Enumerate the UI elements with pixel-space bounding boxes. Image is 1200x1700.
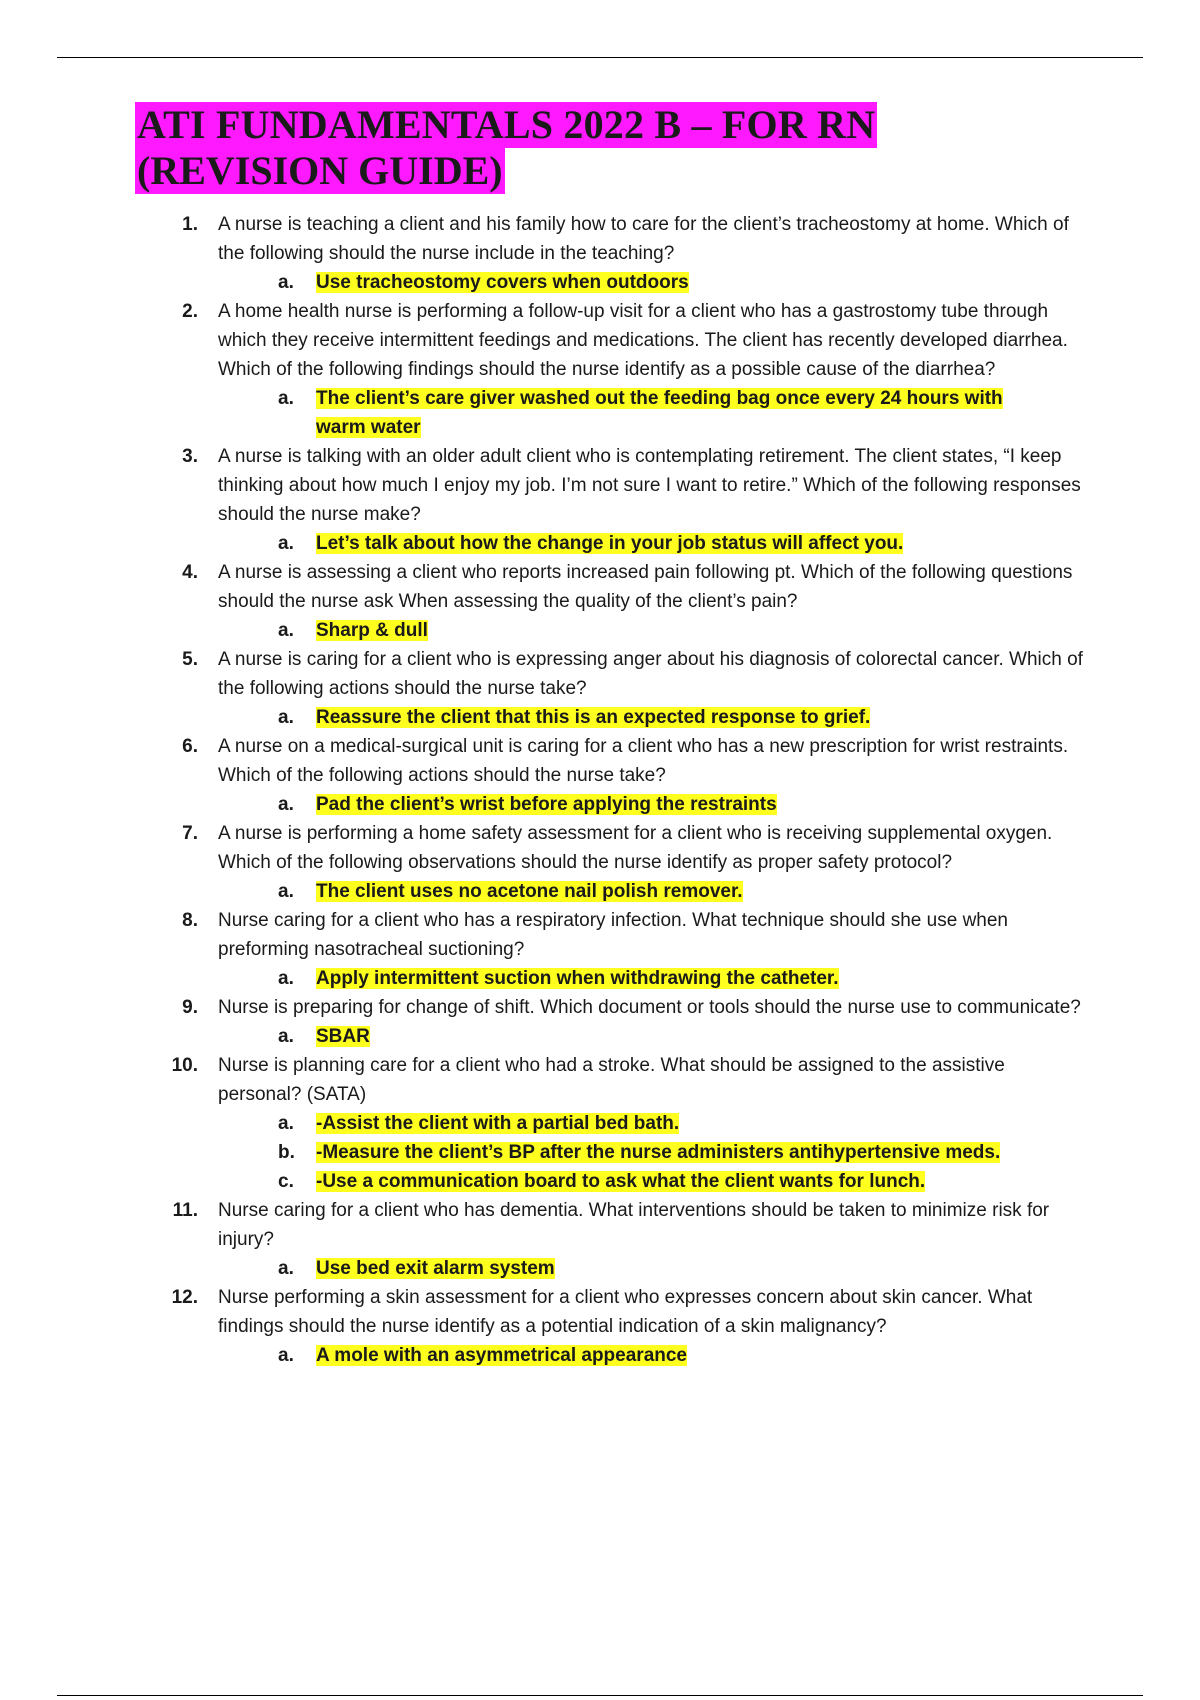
answer-text: -Assist the client with a partial bed bath. bbox=[316, 1113, 680, 1134]
answer-item bbox=[0, 1341, 1200, 1370]
question-text: A nurse is teaching a client and his family how to care for the client’s tracheostomy at home. Which of the following should the nurse include in the teaching? bbox=[218, 214, 1069, 264]
answer-text: Sharp & dull bbox=[316, 620, 428, 641]
bottom-rule bbox=[57, 1695, 1143, 1696]
answer-text: A mole with an asymmetrical appearance bbox=[316, 1345, 688, 1366]
answer-list bbox=[0, 964, 1200, 993]
answer-text: The client’s care giver washed out the feeding bag once every 24 hours with warm water bbox=[316, 388, 1003, 438]
answer-item bbox=[0, 790, 1200, 819]
answer-text: The client uses no acetone nail polish remover. bbox=[316, 881, 743, 902]
question-text: A nurse is performing a home safety assessment for a client who is receiving supplemental oxygen. Which of the following observations should the nurse identify as proper safety protocol? bbox=[218, 823, 1053, 873]
question-item bbox=[0, 1051, 1200, 1196]
answer-list bbox=[0, 1022, 1200, 1051]
answer-text: -Measure the client’s BP after the nurse administers antihypertensive meds. bbox=[316, 1142, 1001, 1163]
answer-letter: a. bbox=[278, 1026, 294, 1047]
question-item bbox=[0, 1196, 1200, 1283]
question-text: A nurse is assessing a client who reports increased pain following pt. Which of the following questions should the nurse ask When assessing the quality of the client’s pain? bbox=[218, 562, 1073, 612]
answer-list bbox=[0, 1254, 1200, 1283]
answer-item bbox=[0, 703, 1200, 732]
answer-list bbox=[0, 1109, 1200, 1196]
answer-letter: a. bbox=[278, 1113, 294, 1134]
answer-letter: a. bbox=[278, 1345, 294, 1366]
answer-item bbox=[0, 529, 1200, 558]
answer-text: Reassure the client that this is an expected response to grief. bbox=[316, 707, 871, 728]
answer-list bbox=[0, 790, 1200, 819]
question-number: 9. bbox=[182, 997, 198, 1018]
question-text: A nurse is talking with an older adult client who is contemplating retirement. The client states, “I keep thinking about how much I enjoy my job. I’m not sure I want to retire.” Which of the following responses should the nurse make? bbox=[218, 446, 1081, 525]
answer-text: Let’s talk about how the change in your job status will affect you. bbox=[316, 533, 904, 554]
answer-letter: b. bbox=[278, 1142, 295, 1163]
answer-item bbox=[0, 1254, 1200, 1283]
answer-list bbox=[0, 877, 1200, 906]
answer-letter: a. bbox=[278, 620, 294, 641]
answer-text: SBAR bbox=[316, 1026, 370, 1047]
question-number: 7. bbox=[182, 823, 198, 844]
question-item bbox=[0, 993, 1200, 1051]
question-item bbox=[0, 210, 1200, 297]
question-item bbox=[0, 819, 1200, 906]
answer-list bbox=[0, 616, 1200, 645]
answer-item bbox=[0, 1109, 1200, 1138]
answer-list bbox=[0, 703, 1200, 732]
question-number: 8. bbox=[182, 910, 198, 931]
answer-item bbox=[0, 384, 1200, 442]
question-number: 2. bbox=[182, 301, 198, 322]
question-list bbox=[0, 210, 1200, 1370]
answer-letter: a. bbox=[278, 794, 294, 815]
answer-item bbox=[0, 877, 1200, 906]
question-item bbox=[0, 732, 1200, 819]
question-number: 10. bbox=[171, 1055, 198, 1076]
question-text: Nurse caring for a client who has a respiratory infection. What technique should she use when preforming nasotracheal suctioning? bbox=[218, 910, 1008, 960]
answer-list bbox=[0, 384, 1200, 442]
answer-item bbox=[0, 964, 1200, 993]
question-item bbox=[0, 1283, 1200, 1370]
question-number: 4. bbox=[182, 562, 198, 583]
question-text: Nurse caring for a client who has dementia. What interventions should be taken to minimize risk for injury? bbox=[218, 1200, 1050, 1250]
question-number: 6. bbox=[182, 736, 198, 757]
answer-letter: a. bbox=[278, 707, 294, 728]
answer-letter: a. bbox=[278, 1258, 294, 1279]
answer-item bbox=[0, 268, 1200, 297]
answer-item bbox=[0, 1167, 1200, 1196]
top-rule bbox=[57, 57, 1143, 58]
answer-text: Use bed exit alarm system bbox=[316, 1258, 555, 1279]
answer-item bbox=[0, 1022, 1200, 1051]
answer-letter: a. bbox=[278, 968, 294, 989]
question-text: Nurse is preparing for change of shift. Which document or tools should the nurse use to communicate? bbox=[218, 997, 1081, 1018]
answer-list bbox=[0, 268, 1200, 297]
answer-text: -Use a communication board to ask what the client wants for lunch. bbox=[316, 1171, 926, 1192]
answer-text: Use tracheostomy covers when outdoors bbox=[316, 272, 689, 293]
question-item bbox=[0, 558, 1200, 645]
answer-list bbox=[0, 1341, 1200, 1370]
question-item bbox=[0, 297, 1200, 442]
answer-text: Pad the client’s wrist before applying the restraints bbox=[316, 794, 777, 815]
question-item bbox=[0, 442, 1200, 558]
question-text: A home health nurse is performing a follow-up visit for a client who has a gastrostomy tube through which they receive intermittent feedings and medications. The client has recently developed diarrhea. Which of the following findings should the nurse identify as a possible cause of the diarrhea? bbox=[218, 301, 1068, 380]
title-line-1: ATI FUNDAMENTALS 2022 B – FOR RN bbox=[137, 102, 876, 147]
question-text: Nurse is planning care for a client who had a stroke. What should be assigned to the assistive personal? (SATA) bbox=[218, 1055, 1005, 1105]
question-number: 11. bbox=[172, 1200, 198, 1221]
answer-letter: a. bbox=[278, 533, 294, 554]
question-number: 3. bbox=[182, 446, 198, 467]
answer-letter: a. bbox=[278, 272, 294, 293]
question-text: Nurse performing a skin assessment for a client who expresses concern about skin cancer. What findings should the nurse identify as a potential indication of a skin malignancy? bbox=[218, 1287, 1033, 1337]
document-title bbox=[135, 102, 1035, 194]
answer-item bbox=[0, 616, 1200, 645]
question-number: 1. bbox=[182, 214, 198, 235]
question-item bbox=[0, 645, 1200, 732]
question-number: 5. bbox=[182, 649, 198, 670]
question-number: 12. bbox=[171, 1287, 198, 1308]
answer-text: Apply intermittent suction when withdrawing the catheter. bbox=[316, 968, 839, 989]
question-item bbox=[0, 906, 1200, 993]
title-line-2: (REVISION GUIDE) bbox=[137, 148, 503, 193]
question-text: A nurse is caring for a client who is expressing anger about his diagnosis of colorectal cancer. Which of the following actions should the nurse take? bbox=[218, 649, 1083, 699]
answer-list bbox=[0, 529, 1200, 558]
answer-letter: c. bbox=[278, 1171, 294, 1192]
question-text: A nurse on a medical-surgical unit is caring for a client who has a new prescription for wrist restraints. Which of the following actions should the nurse take? bbox=[218, 736, 1069, 786]
answer-letter: a. bbox=[278, 881, 294, 902]
answer-item bbox=[0, 1138, 1200, 1167]
answer-letter: a. bbox=[278, 388, 294, 409]
